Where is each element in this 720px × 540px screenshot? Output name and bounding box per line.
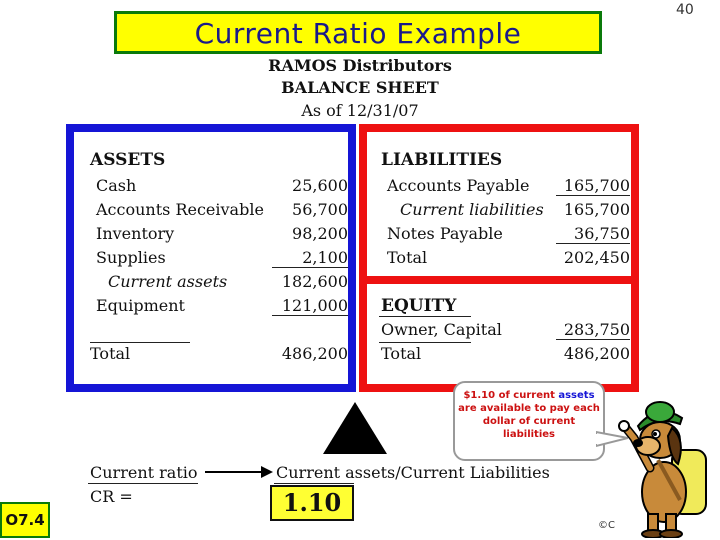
- slide-title: Current Ratio Example: [194, 17, 522, 50]
- asset-label: Supplies: [96, 248, 166, 267]
- arrow-right-icon: [205, 464, 273, 480]
- assets-total-rule: [90, 342, 190, 343]
- liabilities-heading: LIABILITIES: [381, 150, 503, 170]
- equity-label: Owner, Capital: [381, 320, 502, 339]
- formula-label-2: CR =: [90, 487, 133, 506]
- dog-mascot-icon: [610, 388, 718, 538]
- asset-amount: 56,700: [292, 200, 348, 219]
- statement-title: BALANCE SHEET: [281, 78, 439, 97]
- asset-label: Accounts Receivable: [96, 200, 264, 219]
- copyright-fragment: ©C: [598, 520, 615, 531]
- slide-title-box: [114, 11, 602, 54]
- liability-amount: 36,750: [556, 224, 630, 244]
- learning-objective-badge: O7.4: [0, 502, 50, 538]
- assets-total-amount: 486,200: [281, 344, 348, 363]
- asset-amount: 98,200: [292, 224, 348, 243]
- formula-label-rule: [88, 483, 198, 484]
- formula-label-1: Current ratio: [90, 463, 198, 482]
- current-liabilities-amount: 165,700: [563, 200, 630, 219]
- formula-expression-rule: [274, 483, 354, 484]
- statement-date: As of 12/31/07: [301, 101, 419, 120]
- callout-text-1: $1.10 of current: [463, 390, 559, 401]
- asset-label: Inventory: [96, 224, 175, 243]
- liabilities-total-amount: 202,450: [563, 248, 630, 267]
- liabilities-total-label: Total: [387, 248, 428, 267]
- callout-text-assets: assets: [558, 390, 595, 401]
- equity-heading: EQUITY: [381, 296, 457, 316]
- current-assets-label: Current assets: [108, 272, 228, 291]
- callout-bubble: [453, 381, 605, 461]
- equity-divider: [379, 316, 471, 317]
- liability-amount: 165,700: [556, 176, 630, 196]
- current-assets-amount: 182,600: [281, 272, 348, 291]
- asset-amount: 121,000: [272, 296, 348, 316]
- callout-text-2: are available to pay each dollar of current: [458, 403, 600, 427]
- asset-amount: 2,100: [272, 248, 348, 268]
- callout-text-liabilities: liabilities: [503, 429, 555, 440]
- company-name: RAMOS Distributors: [268, 56, 452, 75]
- liabilities-equity-total-label: Total: [381, 344, 422, 363]
- liability-label: Notes Payable: [387, 224, 503, 243]
- page-number: 40: [676, 2, 694, 18]
- formula-expression: Current assets/Current Liabilities: [276, 463, 550, 482]
- liabilities-equity-divider: [362, 276, 636, 284]
- assets-total-label: Total: [90, 344, 131, 363]
- liability-label: Accounts Payable: [387, 176, 530, 195]
- liabilities-equity-total-amount: 486,200: [563, 344, 630, 363]
- asset-amount: 25,600: [292, 176, 348, 195]
- assets-heading: ASSETS: [90, 150, 166, 170]
- current-liabilities-label: Current liabilities: [400, 200, 544, 219]
- current-ratio-result: 1.10: [270, 485, 354, 521]
- asset-label: Equipment: [96, 296, 185, 315]
- equity-total-rule: [379, 342, 471, 343]
- fulcrum-triangle-icon: [323, 402, 387, 454]
- asset-label: Cash: [96, 176, 137, 195]
- equity-amount: 283,750: [556, 320, 630, 340]
